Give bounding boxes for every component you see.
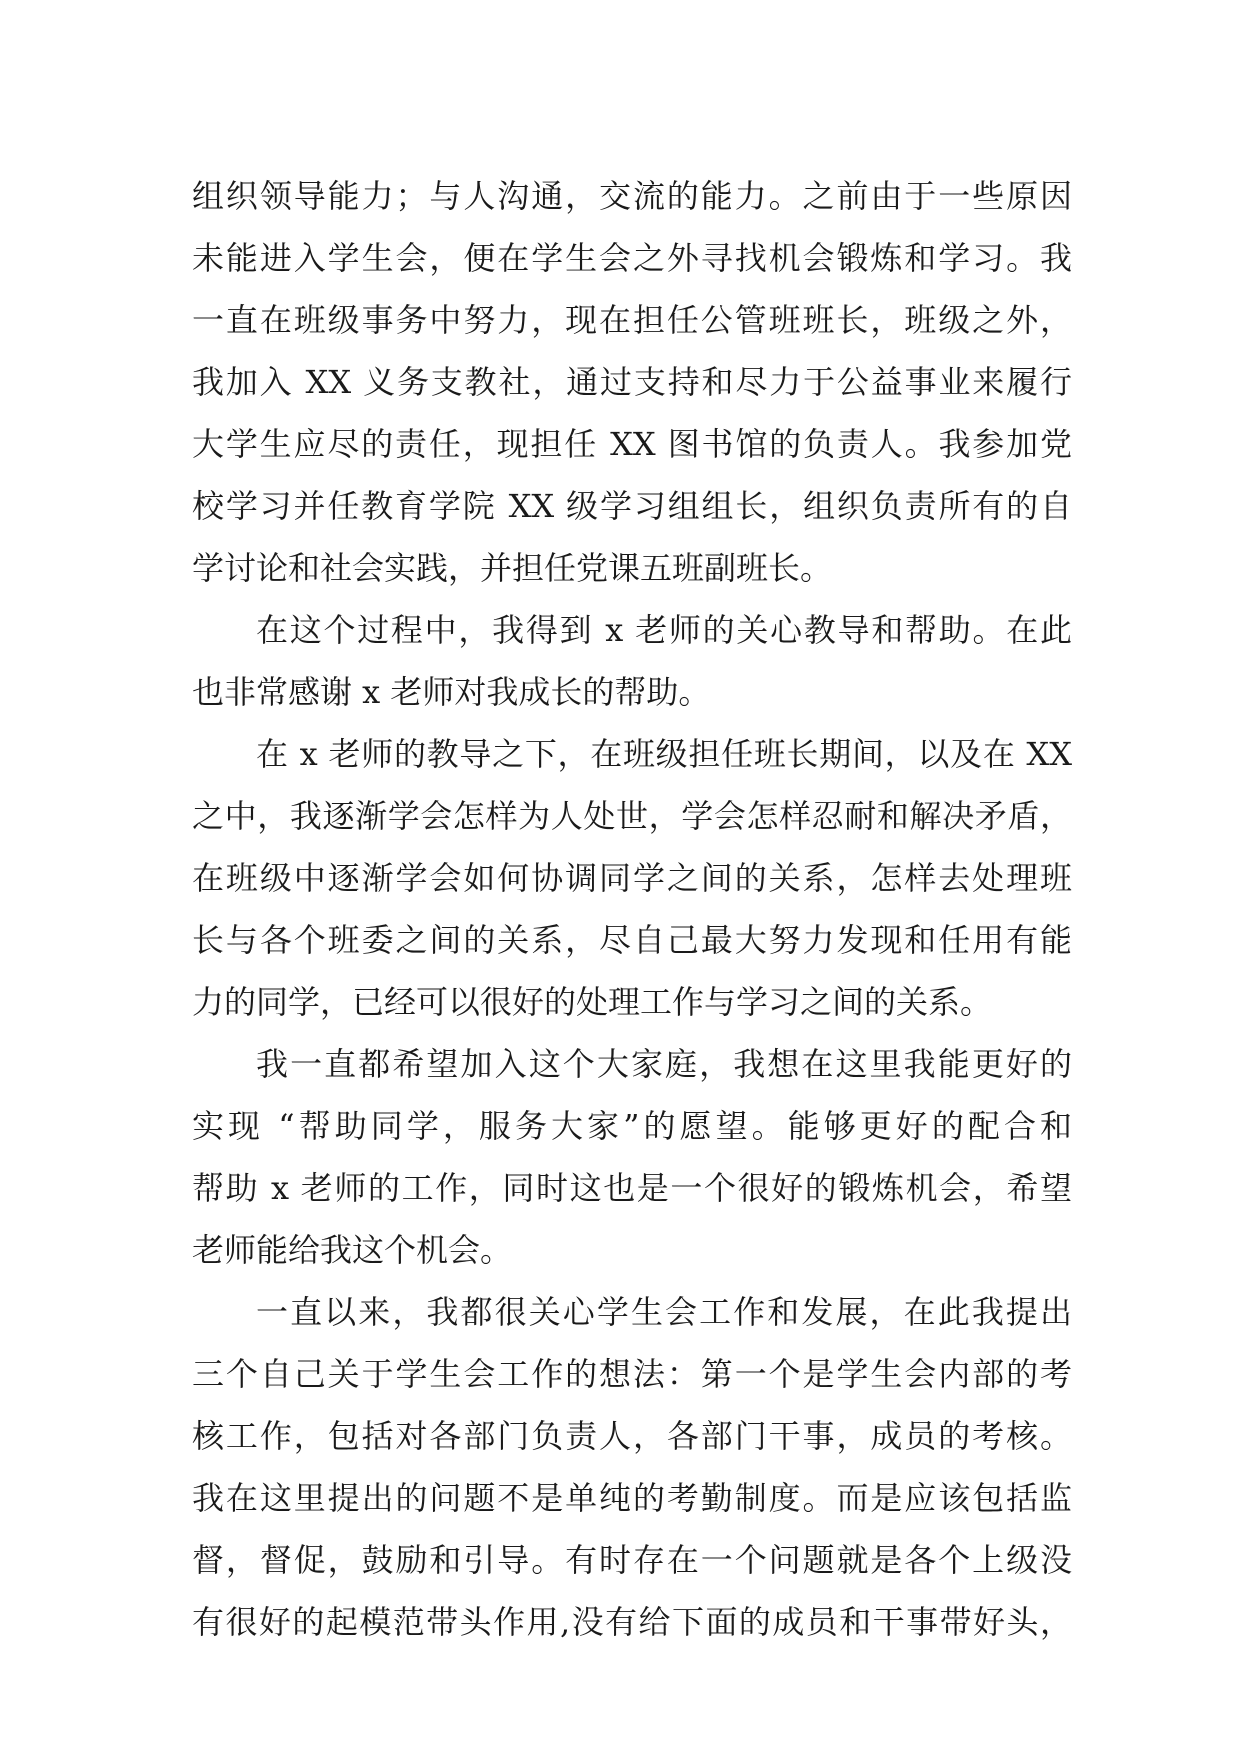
text-line: 学讨论和社会实践，并担任党课五班副班长。 <box>192 549 833 587</box>
text-line: 之中，我逐渐学会怎样为人处世，学会怎样忍耐和解决矛盾， <box>192 797 1072 835</box>
text-line: 我加入 XX 义务支教社，通过支持和尽力于公益事业来履行 <box>192 363 1072 401</box>
text-line: 长与各个班委之间的关系，尽自己最大努力发现和任用有能 <box>192 921 1072 959</box>
text-line: 校学习并任教育学院 XX 级学习组组长，组织负责所有的自 <box>192 487 1072 525</box>
text-line: 在班级中逐渐学会如何协调同学之间的关系，怎样去处理班 <box>192 859 1072 897</box>
text-line: 老师能给我这个机会。 <box>192 1231 513 1269</box>
text-line: 有很好的起模范带头作用,没有给下面的成员和干事带好头， <box>192 1603 1072 1641</box>
text-line: 实现 “帮助同学，服务大家”的愿望。能够更好的配合和 <box>192 1107 1072 1145</box>
text-line: 三个自己关于学生会工作的想法：第一个是学生会内部的考 <box>192 1355 1072 1393</box>
paragraph-first-line: 在这个过程中，我得到 x 老师的关心教导和帮助。在此 <box>256 611 1072 649</box>
text-line: 也非常感谢 x 老师对我成长的帮助。 <box>192 673 711 711</box>
paragraph-first-line: 我一直都希望加入这个大家庭，我想在这里我能更好的 <box>256 1045 1072 1083</box>
text-line: 帮助 x 老师的工作，同时这也是一个很好的锻炼机会，希望 <box>192 1169 1072 1207</box>
paragraph-first-line: 一直以来，我都很关心学生会工作和发展，在此我提出 <box>256 1293 1072 1331</box>
text-line: 我在这里提出的问题不是单纯的考勤制度。而是应该包括监 <box>192 1479 1072 1517</box>
paragraph-first-line: 在 x 老师的教导之下，在班级担任班长期间，以及在 XX <box>256 735 1072 773</box>
text-line: 大学生应尽的责任，现担任 XX 图书馆的负责人。我参加党 <box>192 425 1072 463</box>
text-line: 组织领导能力；与人沟通，交流的能力。之前由于一些原因 <box>192 177 1072 215</box>
body-text <box>192 165 1072 1653</box>
text-line: 督，督促，鼓励和引导。有时存在一个问题就是各个上级没 <box>192 1541 1072 1579</box>
text-line: 核工作，包括对各部门负责人，各部门干事，成员的考核。 <box>192 1417 1072 1455</box>
text-line: 力的同学，已经可以很好的处理工作与学习之间的关系。 <box>192 983 993 1021</box>
text-line: 一直在班级事务中努力，现在担任公管班班长，班级之外， <box>192 301 1072 339</box>
text-line: 未能进入学生会，便在学生会之外寻找机会锻炼和学习。我 <box>192 239 1072 277</box>
